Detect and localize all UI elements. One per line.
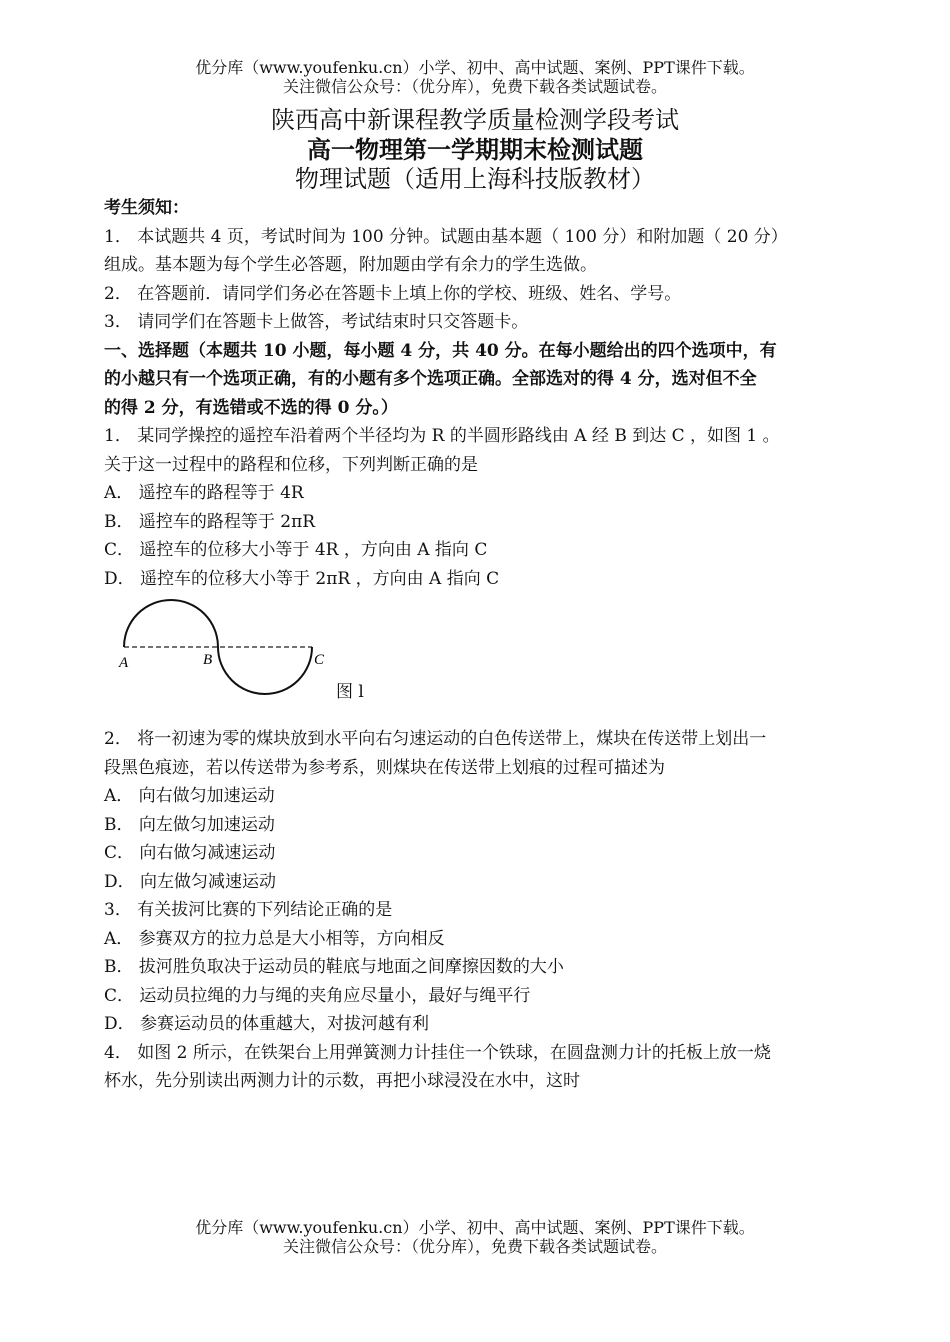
section-1-instructions-1: 一、选择题（本题共 10 小题，每小题 4 分，共 40 分。在每小题给出的四个选项中，有	[104, 340, 777, 361]
exam-title: 陕西高中新课程教学质量检测学段考试	[271, 106, 679, 134]
q1-option-d: D． 遥控车的位移大小等于 2πR ，方向由 A 指向 C	[104, 568, 500, 589]
q1-option-b: B． 遥控车的路程等于 2πR	[104, 511, 316, 532]
section-1-instructions-2: 的小越只有一个选项正确，有的小题有多个选项正确。全部选对的得 4 分，选对但不全	[104, 369, 757, 389]
q1-option-c: C． 遥控车的位移大小等于 4R ，方向由 A 指向 C	[104, 540, 488, 560]
upper-semicircle	[124, 600, 218, 647]
footer-line-1: 优分库（www.youfenku.cn）小学、初中、高中试题、案例、PPT课件下载。	[195, 1218, 755, 1237]
q3-option-a: A． 参赛双方的拉力总是大小相等，方向相反	[104, 928, 445, 949]
q2-option-c: C． 向右做匀减速运动	[104, 843, 276, 863]
notice-item-2: 2． 在答题前．请同学们务必在答题卡上填上你的学校、班级、姓名、学号。	[104, 283, 682, 304]
notice-heading: 考生须知：	[104, 198, 189, 218]
figure-1-caption: 图 l	[336, 682, 364, 702]
point-b-label: B	[203, 652, 213, 668]
notice-item-3: 3． 请同学们在答题卡上做答，考试结束时只交答题卡。	[104, 312, 529, 332]
q3-option-d: D． 参赛运动员的体重越大，对拔河越有利	[104, 1014, 430, 1034]
figure-1	[104, 597, 852, 721]
header-line-1: 优分库（www.youfenku.cn）小学、初中、高中试题、案例、PPT课件下载。	[195, 58, 755, 77]
exam-body	[104, 194, 852, 1096]
point-a-label: A	[119, 655, 129, 671]
notice-item-1b: 组成。基本题为每个学生必答题，附加题由学有余力的学生选做。	[104, 255, 597, 275]
exam-subject: 物理试题（适用上海科技版教材）	[295, 165, 655, 193]
q1-stem-2: 关于这一过程中的路程和位移，下列判断正确的是	[104, 454, 478, 475]
notice-item-1a: 1． 本试题共 4 页，考试时间为 100 分钟。试题由基本题（ 100 分）和附加题（ 20 分）	[104, 226, 788, 247]
semicircle-path-diagram	[104, 597, 344, 721]
lower-semicircle	[218, 647, 312, 694]
q4-stem-2: 杯水，先分别读出两测力计的示数，再把小球浸没在水中，这时	[104, 1071, 580, 1091]
q3-option-c: C． 运动员拉绳的力与绳的夹角应尽量小，最好与绳平行	[104, 985, 531, 1006]
point-c-label: C	[314, 652, 325, 668]
header-line-2: 关注微信公众号：（优分库），免费下载各类试题试卷。	[282, 77, 667, 96]
q2-stem-1: 2． 将一初速为零的煤块放到水平向右匀速运动的白色传送带上，煤块在传送带上划出一	[104, 729, 767, 749]
q1-option-a: A． 遥控车的路程等于 4R	[104, 483, 304, 503]
q3-option-b: B． 拔河胜负取决于运动员的鞋底与地面之间摩擦因数的大小	[104, 957, 564, 977]
section-1-instructions-3: 的得 2 分，有选错或不选的得 0 分。）	[104, 397, 398, 418]
q1-stem-1: 1． 某同学操控的遥控车沿着两个半径均为 R 的半圆形路线由 A 经 B 到达 C ，如图 1 。	[104, 426, 780, 446]
exam-subtitle: 高一物理第一学期期末检测试题	[307, 135, 643, 164]
q4-stem-1: 4． 如图 2 所示，在铁架台上用弹簧测力计挂住一个铁球，在圆盘测力计的托板上放一烧	[104, 1042, 771, 1063]
q3-stem: 3． 有关拔河比赛的下列结论正确的是	[104, 900, 393, 920]
footer-line-2: 关注微信公众号：（优分库），免费下载各类试题试卷。	[282, 1237, 667, 1256]
q2-option-a: A． 向右做匀加速运动	[104, 786, 275, 806]
q2-option-b: B． 向左做匀加速运动	[104, 814, 275, 835]
q2-stem-2: 段黑色痕迹，若以传送带为参考系，则煤块在传送带上划痕的过程可描述为	[104, 757, 665, 778]
q2-option-d: D． 向左做匀减速运动	[104, 871, 277, 892]
